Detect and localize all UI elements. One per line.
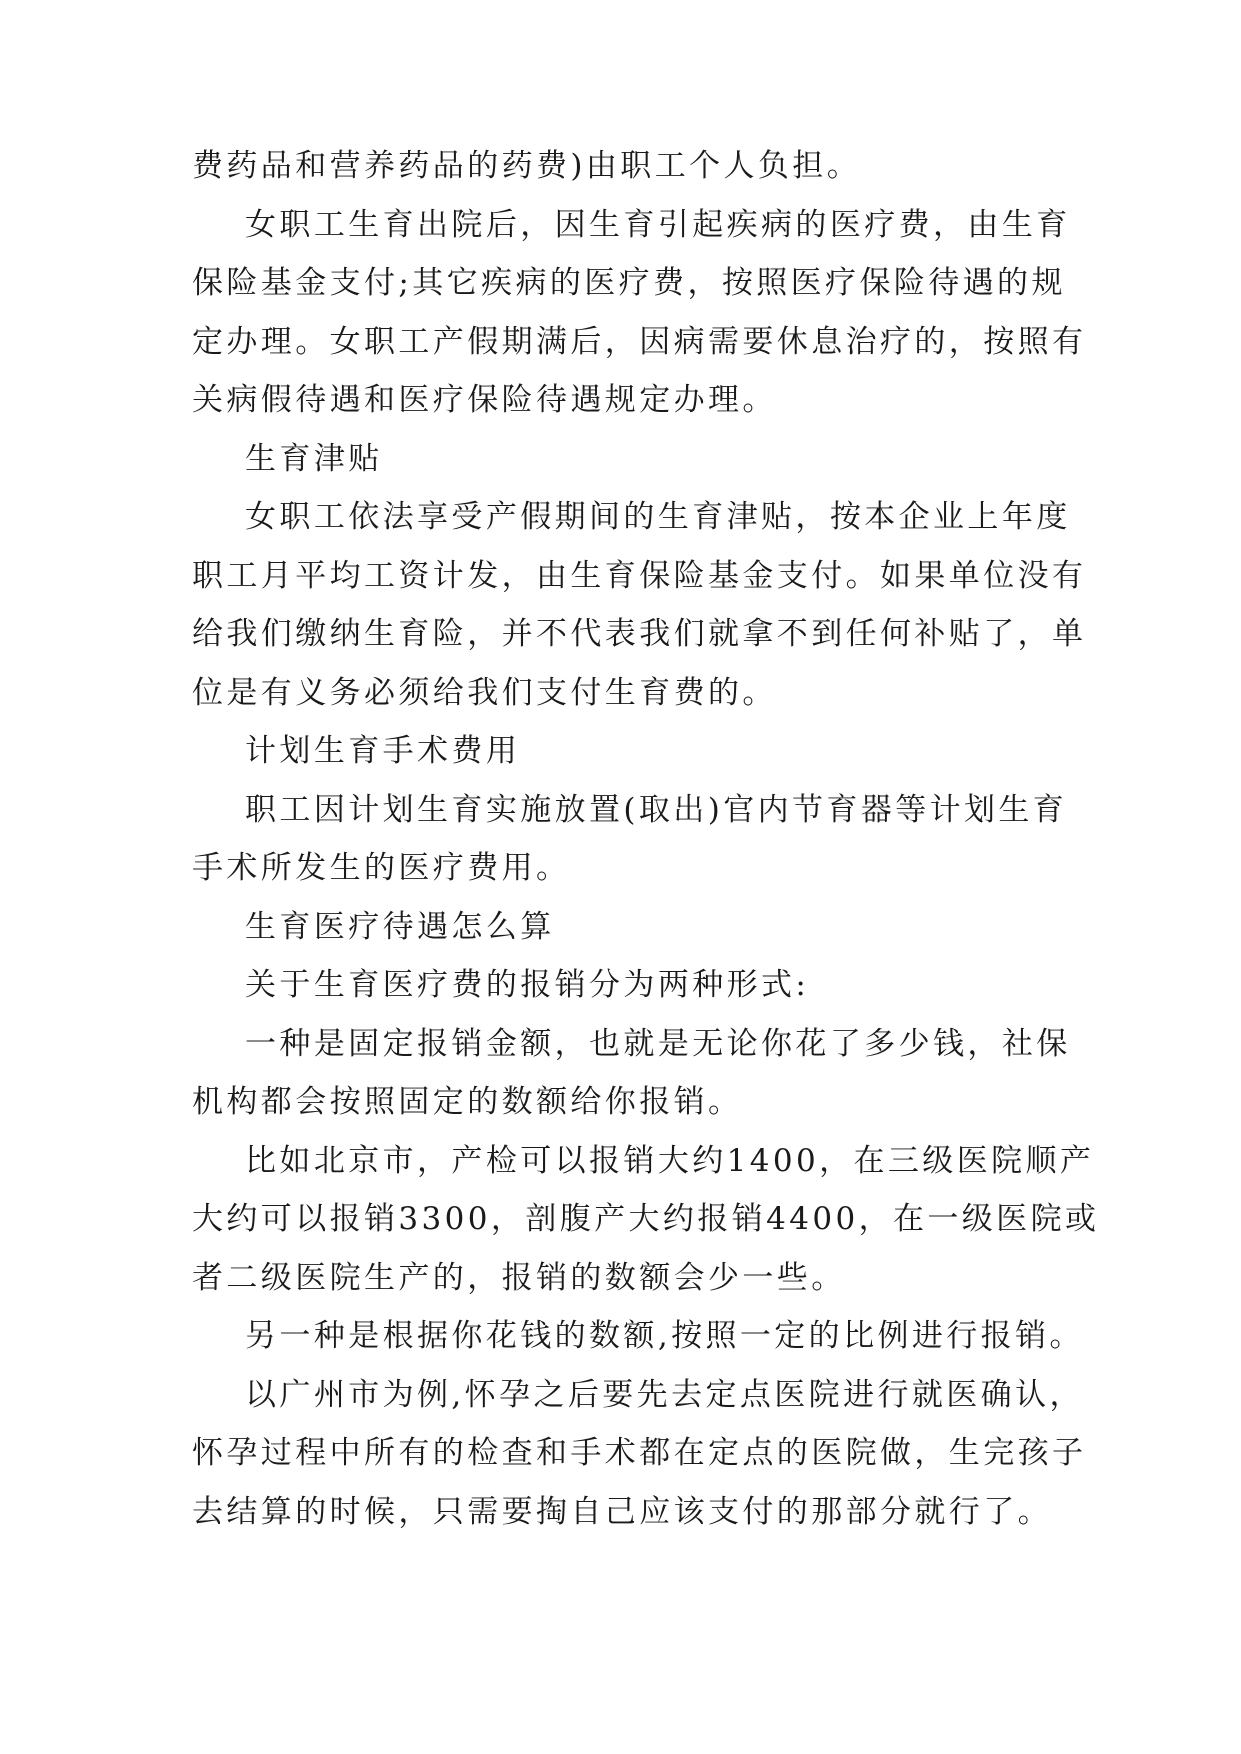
- text-line: 给我们缴纳生育险，并不代表我们就拿不到任何补贴了，单: [192, 616, 1087, 652]
- text-line: 怀孕过程中所有的检查和手术都在定点的医院做，生完孩子: [192, 1435, 1087, 1471]
- text-line: 另一种是根据你花钱的数额,按照一定的比例进行报销。: [192, 1318, 1084, 1354]
- text-line: 生育津贴: [192, 440, 383, 477]
- text-line: 费药品和营养药品的药费)由职工个人负担。: [192, 148, 862, 184]
- text-line: 职工因计划生育实施放置(取出)官内节育器等计划生育: [192, 791, 1068, 828]
- text-line: 去结算的时候，只需要掏自己应该支付的那部分就行了。: [192, 1493, 1052, 1530]
- text-line: 以广州市为例,怀孕之后要先去定点医院进行就医确认，: [192, 1376, 1084, 1413]
- text-line: 关于生育医疗费的报销分为两种形式:: [192, 967, 810, 1003]
- text-line: 女职工生育出院后，因生育引起疾病的医疗费，由生育: [192, 206, 1071, 243]
- text-line: 者二级医院生产的，报销的数额会少一些。: [192, 1259, 846, 1296]
- text-line: 计划生育手术费用: [192, 733, 521, 769]
- text-line: 定办理。女职工产假期满后，因病需要休息治疗的，按照有: [192, 323, 1087, 360]
- text-line: 比如北京市，产检可以报销大约1400，在三级医院顺产: [192, 1142, 1095, 1179]
- text-line: 女职工依法享受产假期间的生育津贴，按本企业上年度: [192, 499, 1071, 535]
- text-line: 关病假待遇和医疗保险待遇规定办理。: [192, 382, 777, 418]
- text-line: 位是有义务必须给我们支付生育费的。: [192, 674, 777, 711]
- text-line: 职工月平均工资计发，由生育保险基金支付。如果单位没有: [192, 557, 1087, 594]
- text-line: 一种是固定报销金额，也就是无论你花了多少钱，社保: [192, 1025, 1071, 1062]
- text-line: 生育医疗待遇怎么算: [192, 908, 555, 945]
- text-line: 大约可以报销3300，剖腹产大约报销4400，在一级医院或: [192, 1201, 1100, 1237]
- text-line: 机构都会按照固定的数额给你报销。: [192, 1084, 743, 1120]
- text-line: 手术所发生的医疗费用。: [192, 850, 571, 886]
- text-line: 保险基金支付;其它疾病的医疗费，按照医疗保险待遇的规: [192, 265, 1066, 301]
